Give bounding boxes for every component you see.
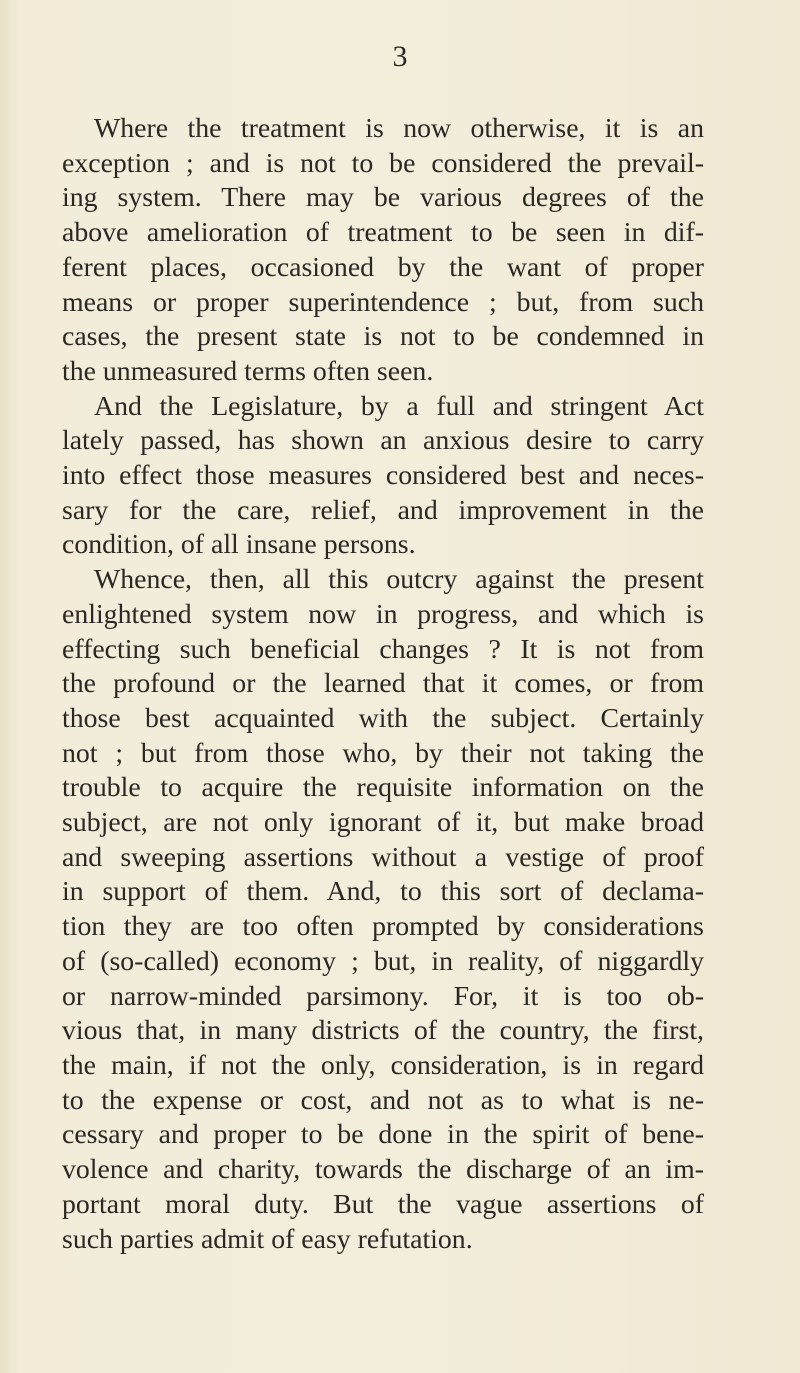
text-line: to the expense or cost, and not as to what is ne-: [62, 1084, 704, 1116]
text-line: lately passed, has shown an anxious desire to carry: [62, 425, 704, 457]
text-line: cessary and proper to be done in the spirit of bene-: [62, 1119, 704, 1151]
paragraph: [62, 390, 704, 564]
paragraph: [62, 563, 704, 1257]
text-line: above amelioration of treatment to be seen in dif-: [62, 217, 704, 249]
text-line: not ; but from those who, by their not taking the: [62, 737, 704, 769]
page-number: 3: [392, 40, 408, 73]
text-line: ing system. There may be various degrees of the: [62, 182, 704, 214]
text-line: the unmeasured terms often seen.: [62, 355, 434, 387]
text-line: cases, the present state is not to be condemned in: [62, 321, 704, 353]
paragraph: [62, 112, 704, 390]
text-line: exception ; and is not to be considered the prevail-: [62, 147, 704, 179]
text-line: vious that, in many districts of the country, the first,: [62, 1015, 704, 1047]
text-line: those best acquainted with the subject. Certainly: [62, 702, 704, 734]
text-line: the main, if not the only, consideration, is in regard: [62, 1049, 704, 1081]
text-line: Where the treatment is now otherwise, it is an: [94, 113, 704, 144]
text-line: the profound or the learned that it comes, or from: [62, 668, 704, 700]
text-line: or narrow-minded parsimony. For, it is too ob-: [62, 980, 704, 1012]
text-line: portant moral duty. But the vague assertions of: [62, 1188, 704, 1220]
text-line: volence and charity, towards the discharge of an im-: [62, 1154, 704, 1186]
text-line: and sweeping assertions without a vestige of proof: [62, 841, 704, 873]
text-line: means or proper superintendence ; but, from such: [62, 286, 704, 318]
text-line: tion they are too often prompted by considerations: [62, 911, 704, 943]
text-line: in support of them. And, to this sort of declama-: [62, 876, 704, 908]
text-line: condition, of all insane persons.: [62, 529, 416, 561]
text-line: enlightened system now in progress, and which is: [62, 598, 704, 630]
text-line: sary for the care, relief, and improvement in the: [62, 494, 704, 526]
text-line: And the Legislature, by a full and stringent Act: [94, 390, 704, 422]
text-line: effecting such beneficial changes ? It is not from: [62, 633, 704, 665]
text-line: such parties admit of easy refutation.: [62, 1223, 473, 1255]
text-line: trouble to acquire the requisite information on the: [62, 772, 704, 804]
text-line: of (so-called) economy ; but, in reality, of niggardly: [62, 945, 704, 977]
text-line: subject, are not only ignorant of it, but make broad: [62, 807, 704, 839]
text-line: into effect those measures considered best and neces-: [62, 460, 704, 492]
body-text: [62, 112, 704, 1257]
text-line: ferent places, occasioned by the want of proper: [62, 251, 704, 283]
text-line: Whence, then, all this outcry against the present: [94, 564, 704, 596]
